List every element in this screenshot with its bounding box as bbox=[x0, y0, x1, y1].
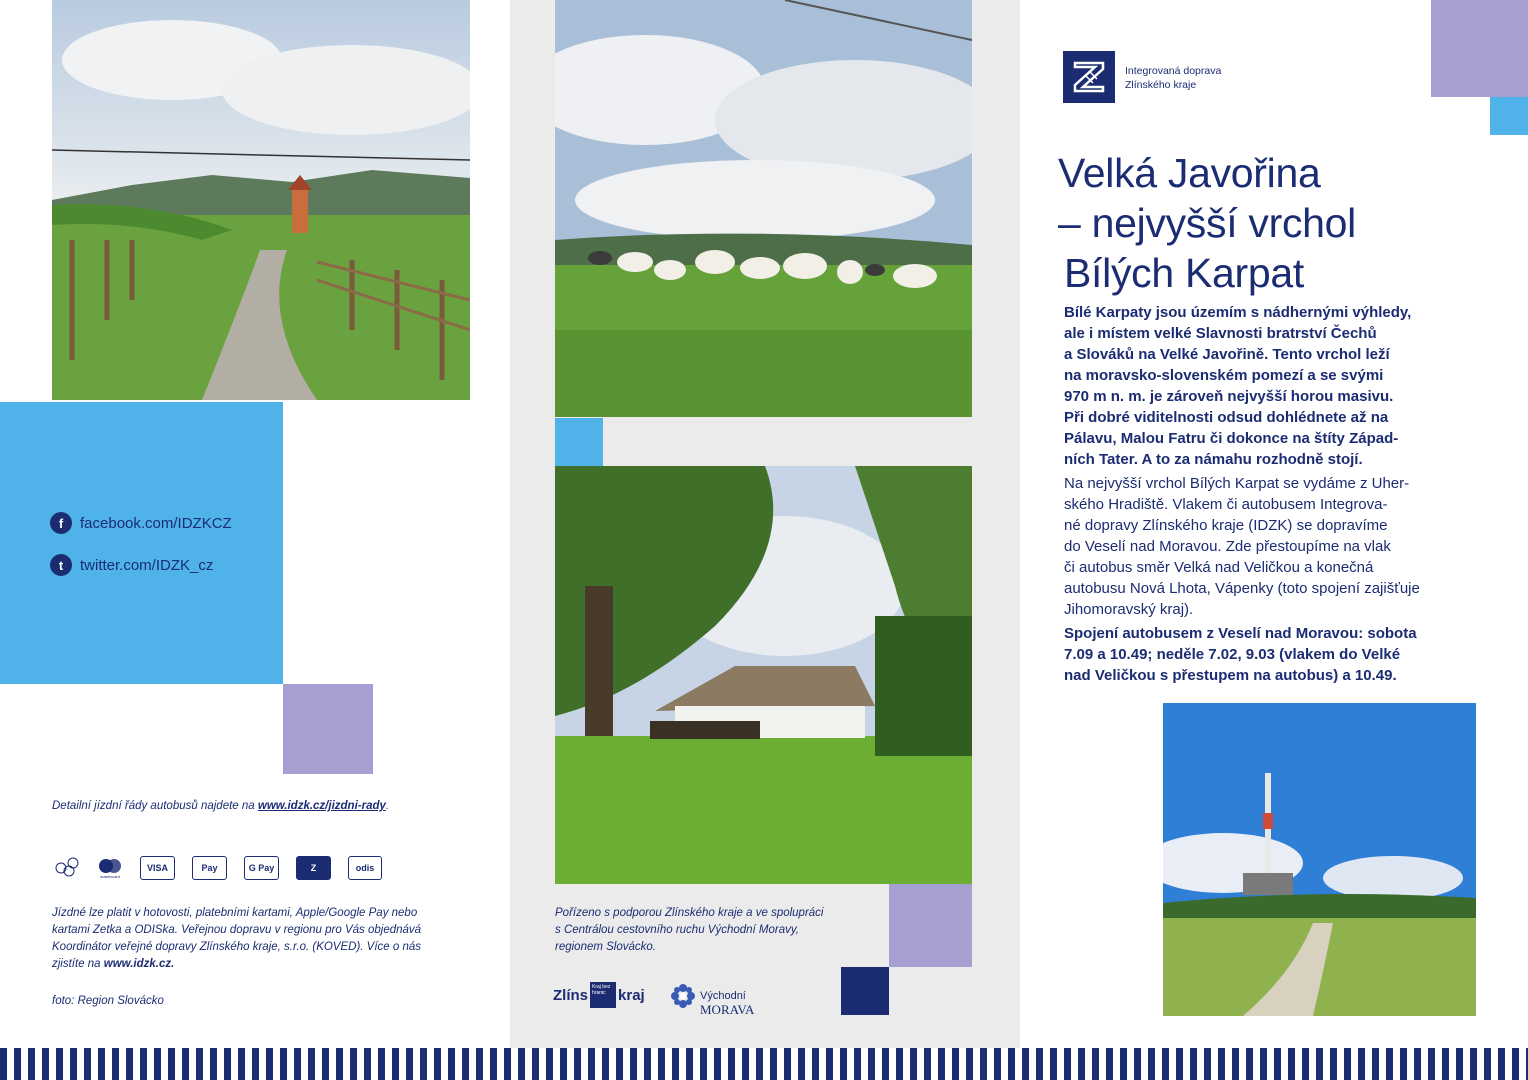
mastercard-icon: mastercard bbox=[95, 856, 125, 880]
blue-square-right bbox=[1490, 97, 1528, 135]
photo-transmitter-tower bbox=[1163, 703, 1476, 1016]
route-paragraph: Na nejvyšší vrchol Bílých Karpat se vydáme z Uher- ského Hradiště. Vlakem či autobusem Integrova- né dopravy Zlínského kraje (IDZK) se dopravíme do Veselí nad Moravou. Zde přestoupíme na vlak či autobus směr Velká nad Veličkou a konečná autobusu Nová Lhota, Vápenky (toto spojení zajišťuje Jihomoravský kraj). bbox=[1064, 475, 1420, 618]
timetable-note: Detailní jízdní řády autobusů najdete na www.idzk.cz/jizdni-rady. bbox=[52, 800, 390, 812]
facebook-icon: f bbox=[50, 512, 72, 534]
payment-note: Jízdné lze platit v hotovosti, platebními kartami, Apple/Google Pay nebo kartami Zetka a ODISka. Veřejnou dopravu v regionu pro Vás objednává Koordinátor veřejné dopravy Zlínského kraje, s.r.o. (KOVED). Více o nás zjistíte na www.idzk.cz. bbox=[52, 907, 422, 970]
twitter-label: twitter.com/IDZK_cz bbox=[80, 556, 214, 574]
lilac-square-left bbox=[283, 684, 373, 774]
twitter-link[interactable] bbox=[50, 554, 213, 576]
coins-icon bbox=[52, 856, 82, 880]
flower-icon bbox=[670, 983, 696, 1009]
odis-icon: odis bbox=[348, 856, 382, 880]
zlin-region-logo: Zlíns Kraj bez hranic kraj bbox=[553, 982, 645, 1008]
idzk-logo-text: Integrovaná doprava Zlínského kraje bbox=[1125, 65, 1222, 91]
support-note: Pořízeno s podporou Zlínského kraje a ve spolupráci s Centrálou cestovního ruchu Východní Moravy, regionem Slovácko. bbox=[555, 907, 824, 953]
lilac-square-middle bbox=[889, 884, 972, 967]
google-pay-icon: G Pay bbox=[244, 856, 279, 880]
connection-paragraph: Spojení autobusem z Veselí nad Moravou: sobota 7.09 a 10.49; neděle 7.02, 9.03 (vlakem do Velké nad Veličkou s přestupem na autobus) a 10.49. bbox=[1064, 625, 1417, 684]
bottom-stripe-border bbox=[0, 1048, 1528, 1080]
vychodni-morava-logo: Východní MORAVA bbox=[670, 976, 754, 1016]
visa-icon: VISA bbox=[140, 856, 175, 880]
timetable-link[interactable]: www.idzk.cz/jizdni-rady bbox=[257, 800, 386, 812]
apple-pay-icon: Pay bbox=[192, 856, 227, 880]
photo-credit: foto: Region Slovácko bbox=[52, 995, 164, 1007]
photo-country-road bbox=[52, 0, 470, 400]
page-title: Velká Javořina – nejvyšší vrchol Bílých Karpat bbox=[1058, 150, 1356, 296]
photo-sheep-meadow bbox=[555, 0, 972, 417]
lilac-square-right bbox=[1431, 0, 1528, 97]
facebook-label: facebook.com/IDZKCZ bbox=[80, 514, 232, 532]
blue-square-middle bbox=[555, 418, 603, 466]
idzk-web-link[interactable]: www.idzk.cz. bbox=[103, 958, 175, 970]
intro-paragraph: Bílé Karpaty jsou územím s nádhernými výhledy, ale i místem velké Slavnosti bratrství Čechů a Slováků na Velké Javořině. Tento vrchol leží na moravsko-slovenském pomezí a se svými 970 m n. m. je zároveň nejvyšší horou masivu. Při dobré viditelnosti odsud dohlédnete až na Pálavu, Malou Fatru či dokonce na štíty Západ- ních Tater. A to za námahu rozhodně stojí. bbox=[1064, 304, 1412, 468]
navy-square-middle bbox=[841, 967, 889, 1015]
idzk-card-icon: Z bbox=[296, 856, 331, 880]
zlin-logo-box: Kraj bez hranic bbox=[590, 982, 616, 1008]
blue-social-block bbox=[0, 402, 283, 684]
idzk-logo bbox=[1063, 51, 1115, 103]
photo-thatched-cottage bbox=[555, 466, 972, 884]
twitter-icon: t bbox=[50, 554, 72, 576]
facebook-link[interactable] bbox=[50, 512, 232, 534]
